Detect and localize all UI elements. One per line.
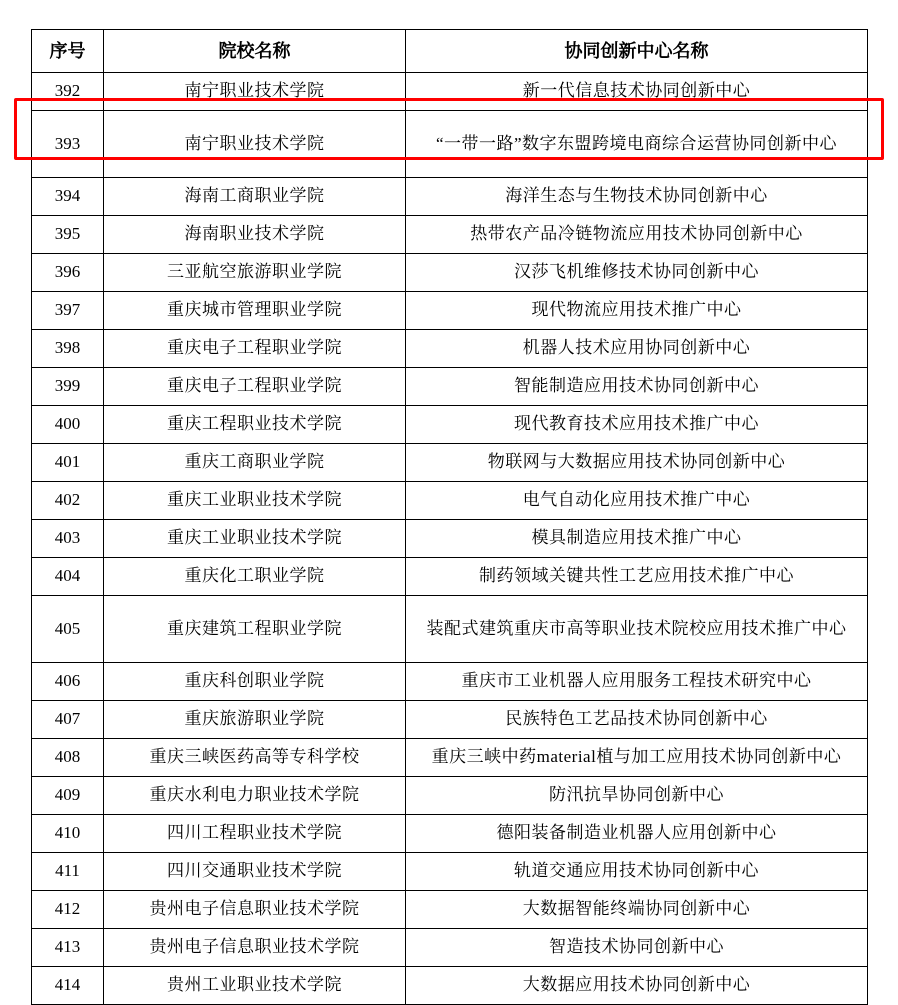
cell-school-name: 重庆水利电力职业技术学院 [104, 777, 406, 815]
cell-school-name: 南宁职业技术学院 [104, 111, 406, 178]
cell-center-name: 大数据应用技术协同创新中心 [406, 967, 868, 1005]
table-row [32, 73, 868, 111]
table-row [32, 853, 868, 891]
cell-school-name: 四川交通职业技术学院 [104, 853, 406, 891]
cell-index: 404 [32, 558, 104, 596]
cell-center-name: 装配式建筑重庆市高等职业技术院校应用技术推广中心 [406, 596, 868, 663]
cell-index: 392 [32, 73, 104, 111]
table-header [32, 30, 868, 73]
cell-school-name: 四川工程职业技术学院 [104, 815, 406, 853]
cell-school-name: 贵州工业职业技术学院 [104, 967, 406, 1005]
cell-center-name: 电气自动化应用技术推广中心 [406, 482, 868, 520]
table-row [32, 292, 868, 330]
cell-index: 412 [32, 891, 104, 929]
table-row [32, 596, 868, 663]
cell-index: 410 [32, 815, 104, 853]
cell-school-name: 重庆旅游职业学院 [104, 701, 406, 739]
cell-index: 399 [32, 368, 104, 406]
table-row [32, 558, 868, 596]
cell-center-name: 重庆市工业机器人应用服务工程技术研究中心 [406, 663, 868, 701]
cell-center-name: 海洋生态与生物技术协同创新中心 [406, 178, 868, 216]
cell-index: 398 [32, 330, 104, 368]
cell-school-name: 海南职业技术学院 [104, 216, 406, 254]
cell-center-name: “一带一路”数字东盟跨境电商综合运营协同创新中心 [406, 111, 868, 178]
table-row [32, 368, 868, 406]
table-row [32, 777, 868, 815]
column-header-school: 院校名称 [104, 30, 406, 73]
cell-index: 403 [32, 520, 104, 558]
cell-school-name: 南宁职业技术学院 [104, 73, 406, 111]
cell-center-name: 轨道交通应用技术协同创新中心 [406, 853, 868, 891]
cell-center-name: 防汛抗旱协同创新中心 [406, 777, 868, 815]
cell-index: 407 [32, 701, 104, 739]
cell-center-name: 民族特色工艺品技术协同创新中心 [406, 701, 868, 739]
cell-school-name: 重庆三峡医药高等专科学校 [104, 739, 406, 777]
cell-index: 409 [32, 777, 104, 815]
cell-center-name: 大数据智能终端协同创新中心 [406, 891, 868, 929]
cell-school-name: 重庆工程职业技术学院 [104, 406, 406, 444]
table-row [32, 406, 868, 444]
table-row [32, 663, 868, 701]
cell-index: 400 [32, 406, 104, 444]
table-row [32, 929, 868, 967]
cell-school-name: 重庆建筑工程职业学院 [104, 596, 406, 663]
table-row [32, 815, 868, 853]
table-row [32, 330, 868, 368]
column-header-index: 序号 [32, 30, 104, 73]
cell-center-name: 现代教育技术应用技术推广中心 [406, 406, 868, 444]
cell-school-name: 重庆工商职业学院 [104, 444, 406, 482]
cell-school-name: 重庆化工职业学院 [104, 558, 406, 596]
cell-school-name: 重庆工业职业技术学院 [104, 520, 406, 558]
table-row [32, 739, 868, 777]
cell-school-name: 贵州电子信息职业技术学院 [104, 891, 406, 929]
table-row [32, 178, 868, 216]
table-row [32, 216, 868, 254]
cell-index: 393 [32, 111, 104, 178]
cell-index: 405 [32, 596, 104, 663]
cell-center-name: 制药领域关键共性工艺应用技术推广中心 [406, 558, 868, 596]
cell-center-name: 新一代信息技术协同创新中心 [406, 73, 868, 111]
cell-school-name: 三亚航空旅游职业学院 [104, 254, 406, 292]
table-row [32, 967, 868, 1005]
cell-center-name: 智能制造应用技术协同创新中心 [406, 368, 868, 406]
cell-school-name: 贵州电子信息职业技术学院 [104, 929, 406, 967]
cell-center-name: 模具制造应用技术推广中心 [406, 520, 868, 558]
cell-index: 402 [32, 482, 104, 520]
cell-center-name: 热带农产品冷链物流应用技术协同创新中心 [406, 216, 868, 254]
innovation-centers-table [31, 29, 868, 1005]
cell-center-name: 汉莎飞机维修技术协同创新中心 [406, 254, 868, 292]
cell-index: 395 [32, 216, 104, 254]
cell-school-name: 海南工商职业学院 [104, 178, 406, 216]
cell-index: 401 [32, 444, 104, 482]
cell-school-name: 重庆电子工程职业学院 [104, 368, 406, 406]
cell-school-name: 重庆科创职业学院 [104, 663, 406, 701]
table-body [32, 73, 868, 1005]
cell-index: 413 [32, 929, 104, 967]
cell-index: 408 [32, 739, 104, 777]
cell-center-name: 现代物流应用技术推广中心 [406, 292, 868, 330]
table-row [32, 891, 868, 929]
cell-school-name: 重庆工业职业技术学院 [104, 482, 406, 520]
cell-school-name: 重庆电子工程职业学院 [104, 330, 406, 368]
cell-school-name: 重庆城市管理职业学院 [104, 292, 406, 330]
table-row [32, 254, 868, 292]
cell-index: 406 [32, 663, 104, 701]
table-row [32, 444, 868, 482]
cell-center-name: 物联网与大数据应用技术协同创新中心 [406, 444, 868, 482]
table-container [31, 29, 867, 1005]
cell-index: 414 [32, 967, 104, 1005]
table-row [32, 111, 868, 178]
cell-index: 397 [32, 292, 104, 330]
column-header-center: 协同创新中心名称 [406, 30, 868, 73]
cell-index: 394 [32, 178, 104, 216]
table-row [32, 482, 868, 520]
table-row [32, 701, 868, 739]
cell-index: 411 [32, 853, 104, 891]
table-row [32, 520, 868, 558]
cell-center-name: 智造技术协同创新中心 [406, 929, 868, 967]
cell-center-name: 机器人技术应用协同创新中心 [406, 330, 868, 368]
cell-center-name: 重庆三峡中药material植与加工应用技术协同创新中心 [406, 739, 868, 777]
table-header-row [32, 30, 868, 73]
cell-index: 396 [32, 254, 104, 292]
cell-center-name: 德阳装备制造业机器人应用创新中心 [406, 815, 868, 853]
